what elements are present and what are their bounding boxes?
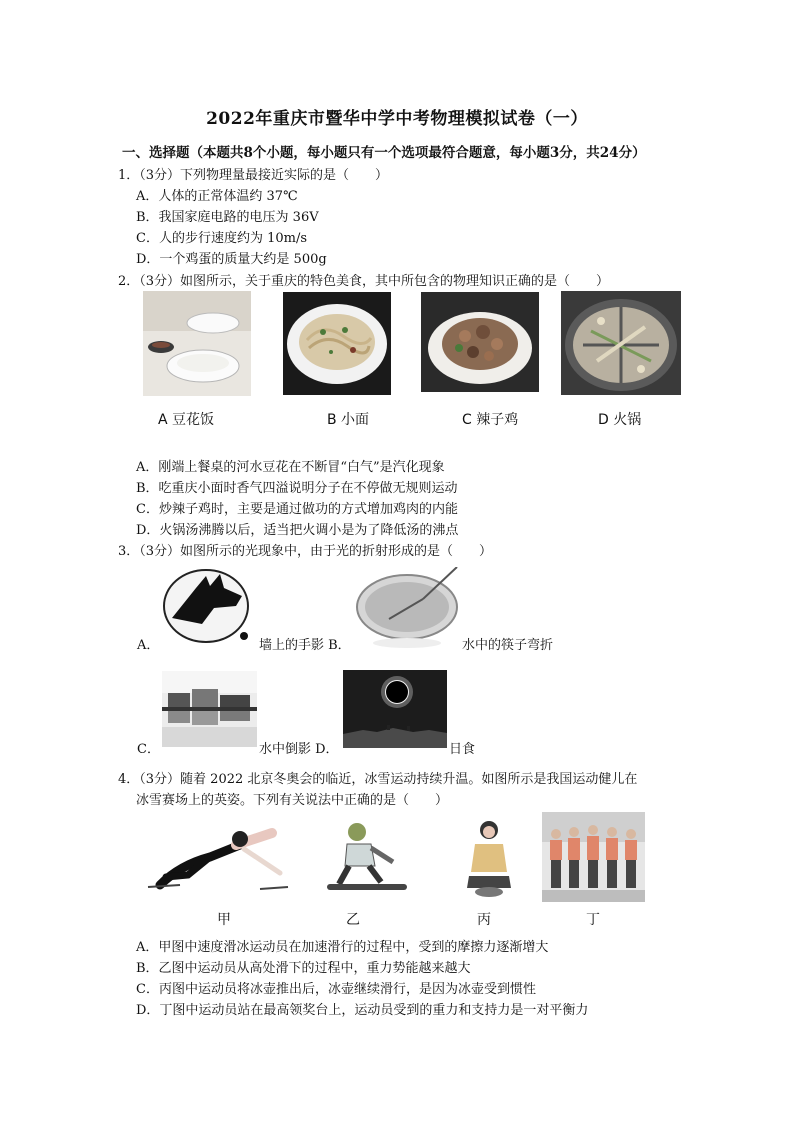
- q3-text-c: 水中倒影 D．: [259, 742, 339, 757]
- section-heading: 一、选择题（本题共8个小题，每小题只有一个选项最符合题意，每小题3分，共24分）: [122, 145, 646, 161]
- q4-option-c: C．丙图中运动员将冰壶推出后，冰壶继续滑行，是因为冰壶受到惯性: [136, 982, 536, 997]
- q3-text-a: 墙上的手影 B．: [259, 638, 351, 653]
- q4-option-a: A．甲图中速度滑冰运动员在加速滑行的过程中，受到的摩擦力逐渐增大: [136, 940, 549, 955]
- caption-yi: 乙: [346, 912, 360, 928]
- q2-option-c: C．炒辣子鸡时，主要是通过做功的方式增加鸡肉的内能: [136, 502, 458, 517]
- q1-option-d: D．一个鸡蛋的质量大约是 500g: [136, 252, 327, 267]
- podium-image: [542, 812, 645, 902]
- q3-label-c: C．: [137, 742, 160, 757]
- q4-option-d: D．丁图中运动员站在最高领奖台上，运动员受到的重力和支持力是一对平衡力: [136, 1003, 589, 1018]
- q2-stem: 2．（3分）如图所示，关于重庆的特色美食，其中所包含的物理知识正确的是（ ）: [118, 274, 610, 289]
- q4-stem-line1: 4．（3分）随着 2022 北京冬奥会的临近，冰雪运动持续升温。如图所示是我国运动健儿在: [118, 772, 638, 787]
- curling-image: [459, 814, 517, 900]
- caption-spicy-chicken: C 辣子鸡: [462, 412, 519, 428]
- q4-option-b: B．乙图中运动员从高处滑下的过程中，重力势能越来越大: [136, 961, 471, 976]
- caption-jia: 甲: [217, 912, 231, 928]
- q4-stem-line2: 冰雪赛场上的英姿。下列有关说法中正确的是（ ）: [136, 793, 449, 808]
- snowboarder-image: [323, 818, 411, 898]
- eclipse-image: [343, 670, 447, 748]
- page-title: 2022年重庆市暨华中学中考物理模拟试卷（一）: [206, 109, 588, 129]
- tofu-rice-image: [143, 291, 251, 396]
- hotpot-image: [561, 291, 681, 395]
- caption-hotpot: D 火锅: [598, 412, 642, 428]
- noodles-image: [283, 292, 391, 395]
- reflection-image: [162, 671, 257, 747]
- q2-option-a: A．刚端上餐桌的河水豆花在不断冒“白气”是汽化现象: [136, 460, 445, 475]
- q3-stem: 3．（3分）如图所示的光现象中，由于光的折射形成的是（ ）: [118, 544, 493, 559]
- caption-noodles: B 小面: [327, 412, 370, 428]
- caption-tofu-rice: A 豆花饭: [158, 412, 215, 428]
- spicy-chicken-image: [421, 292, 539, 392]
- hand-shadow-image: [162, 566, 258, 644]
- q3-label-a: A．: [137, 638, 160, 653]
- q2-option-b: B．吃重庆小面时香气四溢说明分子在不停做无规则运动: [136, 481, 458, 496]
- q3-text-d: 日食: [449, 742, 476, 757]
- q1-option-c: C．人的步行速度约为 10m/s: [136, 231, 307, 246]
- q3-text-b: 水中的筷子弯折: [462, 638, 554, 653]
- q1-option-a: A．人体的正常体温约 37℃: [136, 189, 298, 204]
- q1-stem: 1．（3分）下列物理量最接近实际的是（ ）: [118, 168, 389, 183]
- q1-option-b: B．我国家庭电路的电压为 36V: [136, 210, 319, 225]
- speed-skater-image: [140, 815, 292, 895]
- caption-bing: 丙: [477, 912, 491, 928]
- chopsticks-water-image: [353, 567, 461, 650]
- q2-option-d: D．火锅汤沸腾以后，适当把火调小是为了降低汤的沸点: [136, 523, 459, 538]
- caption-ding: 丁: [586, 912, 600, 928]
